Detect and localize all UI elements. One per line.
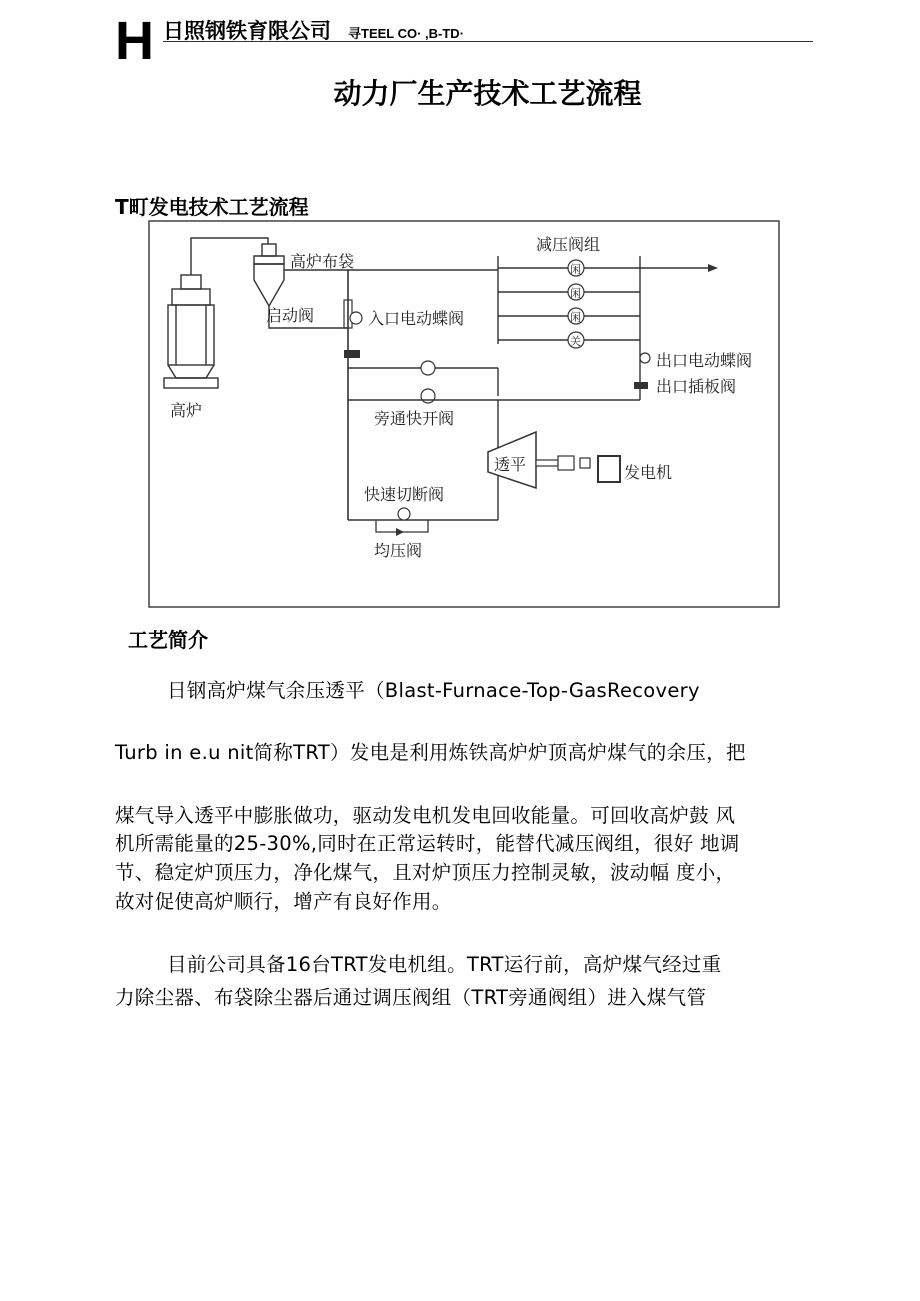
label-quick-cut-valve: 快速切断阀 <box>364 485 445 504</box>
section-heading-process-intro: 工艺简介 <box>128 628 208 652</box>
label-bypass-valve: 旁通快开阀 <box>374 409 455 428</box>
paragraph-line-5: 节、稳定炉顶压力，净化煤气，且对炉顶压力控制灵敏，波动幅 度小， <box>115 861 736 884</box>
main-plate-valve-icon <box>344 350 360 358</box>
label-start-valve: 启动阀 <box>266 306 315 325</box>
valve-glyph-3: 闲 <box>570 311 581 324</box>
diagram-frame <box>149 221 779 607</box>
company-logo-letter: H <box>115 11 154 71</box>
company-name-english: 寻TEEL CO· ,B-TD· <box>348 26 465 41</box>
outlet-arrow-icon <box>708 264 718 272</box>
company-name: 日照钢铁育限公司 <box>163 19 331 43</box>
section-heading-trt-flow: T町发电技术工艺流程 <box>115 195 309 219</box>
paragraph-line-7: 目前公司具备16台TRT发电机组。TRT运行前，高炉煤气经过重 <box>167 953 722 976</box>
paragraph-line-8: 力除尘器、布袋除尘器后通过调压阀组（TRT旁通阀组）进入煤气管 <box>115 986 707 1009</box>
pressure-valve-lines <box>498 268 708 340</box>
label-equalizing-valve: 均压阀 <box>374 541 423 560</box>
turbine-shaft <box>536 460 558 466</box>
label-blast-furnace: 高炉 <box>170 401 203 420</box>
bearing-icon <box>580 458 590 468</box>
bypass-valve-1-icon <box>421 361 435 375</box>
blast-furnace-icon <box>164 275 218 388</box>
header-divider <box>163 41 813 42</box>
label-outlet-plate: 出口插板阀 <box>656 377 737 396</box>
valve-glyph-4: 关 <box>570 335 581 348</box>
bag-filter-icon <box>254 244 284 306</box>
outlet-plate-valve-icon <box>634 382 648 389</box>
equalizing-valve-icon <box>396 528 404 536</box>
label-outlet-butterfly: 出口电动蝶阀 <box>656 351 753 370</box>
paragraph-line-1: 日钢高炉煤气余压透平（Blast-Furnace-Top-GasRecovery <box>167 679 700 702</box>
generator-icon <box>598 456 620 482</box>
label-inlet-butterfly: 入口电动蝶阀 <box>368 309 465 328</box>
coupling-icon <box>558 456 574 470</box>
paragraph-line-6: 故对促使高炉顺行，增产有良好作用。 <box>115 890 452 913</box>
outlet-butterfly-valve-icon <box>640 353 650 363</box>
label-turbine: 透平 <box>494 455 527 474</box>
label-pressure-valve-group: 减压阀组 <box>536 235 601 254</box>
bypass-valve-2-icon <box>421 389 435 403</box>
paragraph-line-2: Turb in e.u nit简称TRT）发电是利用炼铁高炉炉顶高炉煤气的余压，把 <box>115 741 746 764</box>
valve-glyph-1: 闲 <box>570 263 581 276</box>
inlet-butterfly-valve-icon <box>350 312 362 324</box>
equalizing-line <box>376 520 428 532</box>
valve-glyph-2: 闲 <box>570 287 581 300</box>
paragraph-line-3: 煤气导入透平中膨胀做功，驱动发电机发电回收能量。可回收高炉鼓 风 <box>115 804 736 827</box>
trt-process-flow-diagram <box>148 220 780 608</box>
quick-cut-valve-icon <box>398 508 410 520</box>
label-bag-filter: 高炉布袋 <box>290 252 355 271</box>
page-title: 动力厂生产技术工艺流程 <box>333 77 642 110</box>
label-generator: 发电机 <box>624 463 673 482</box>
paragraph-line-4: 机所需能量的25-30%,同时在正常运转时，能替代减压阀组，很好 地调 <box>115 832 740 855</box>
